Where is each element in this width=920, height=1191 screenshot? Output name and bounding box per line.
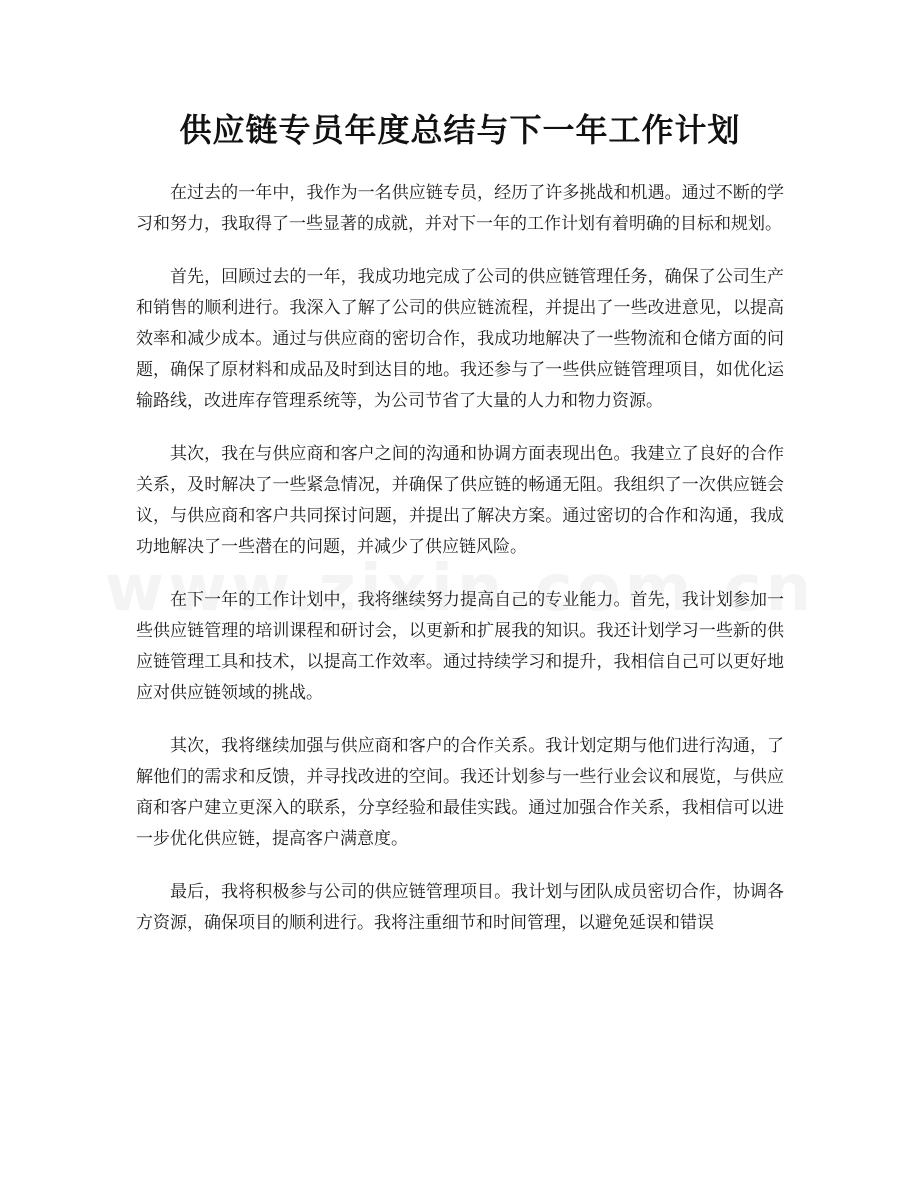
paragraph-4: 在下一年的工作计划中，我将继续努力提高自己的专业能力。首先，我计划参加一些供应链管理的培训课程和研讨会，以更新和扩展我的知识。我还计划学习一些新的供应链管理工具和技术，以提高工作效率。通过持续学习和提升，我相信自己可以更好地应对供应链领域的挑战。 — [136, 590, 784, 703]
document-title: 供应链专员年度总结与下一年工作计划 — [179, 111, 741, 149]
paragraph-6: 最后，我将积极参与公司的供应链管理项目。我计划与团队成员密切合作，协调各方资源，确保项目的顺利进行。我将注重细节和时间管理，以避免延误和错误 — [136, 882, 784, 933]
paragraph-1: 在过去的一年中，我作为一名供应链专员，经历了许多挑战和机遇。通过不断的学习和努力，我取得了一些显著的成就，并对下一年的工作计划有着明确的目标和规划。 — [136, 183, 784, 234]
document-body — [136, 178, 784, 961]
paragraph-2: 首先，回顾过去的一年，我成功地完成了公司的供应链管理任务，确保了公司生产和销售的顺利进行。我深入了解了公司的供应链流程，并提出了一些改进意见，以提高效率和减少成本。通过与供应商的密切合作，我成功地解决了一些物流和仓储方面的问题，确保了原材料和成品及时到达目的地。我还参与了一些供应链管理项目，如优化运输路线，改进库存管理系统等，为公司节省了大量的人力和物力资源。 — [136, 267, 784, 411]
paragraph-5: 其次，我将继续加强与供应商和客户的合作关系。我计划定期与他们进行沟通，了解他们的需求和反馈，并寻找改进的空间。我还计划参与一些行业会议和展览，与供应商和客户建立更深入的联系，分享经验和最佳实践。通过加强合作关系，我相信可以进一步优化供应链，提高客户满意度。 — [136, 736, 784, 849]
paragraph-3: 其次，我在与供应商和客户之间的沟通和协调方面表现出色。我建立了良好的合作关系，及时解决了一些紧急情况，并确保了供应链的畅通无阻。我组织了一次供应链会议，与供应商和客户共同探讨问题，并提出了解决方案。通过密切的合作和沟通，我成功地解决了一些潜在的问题，并减少了供应链风险。 — [136, 444, 784, 557]
